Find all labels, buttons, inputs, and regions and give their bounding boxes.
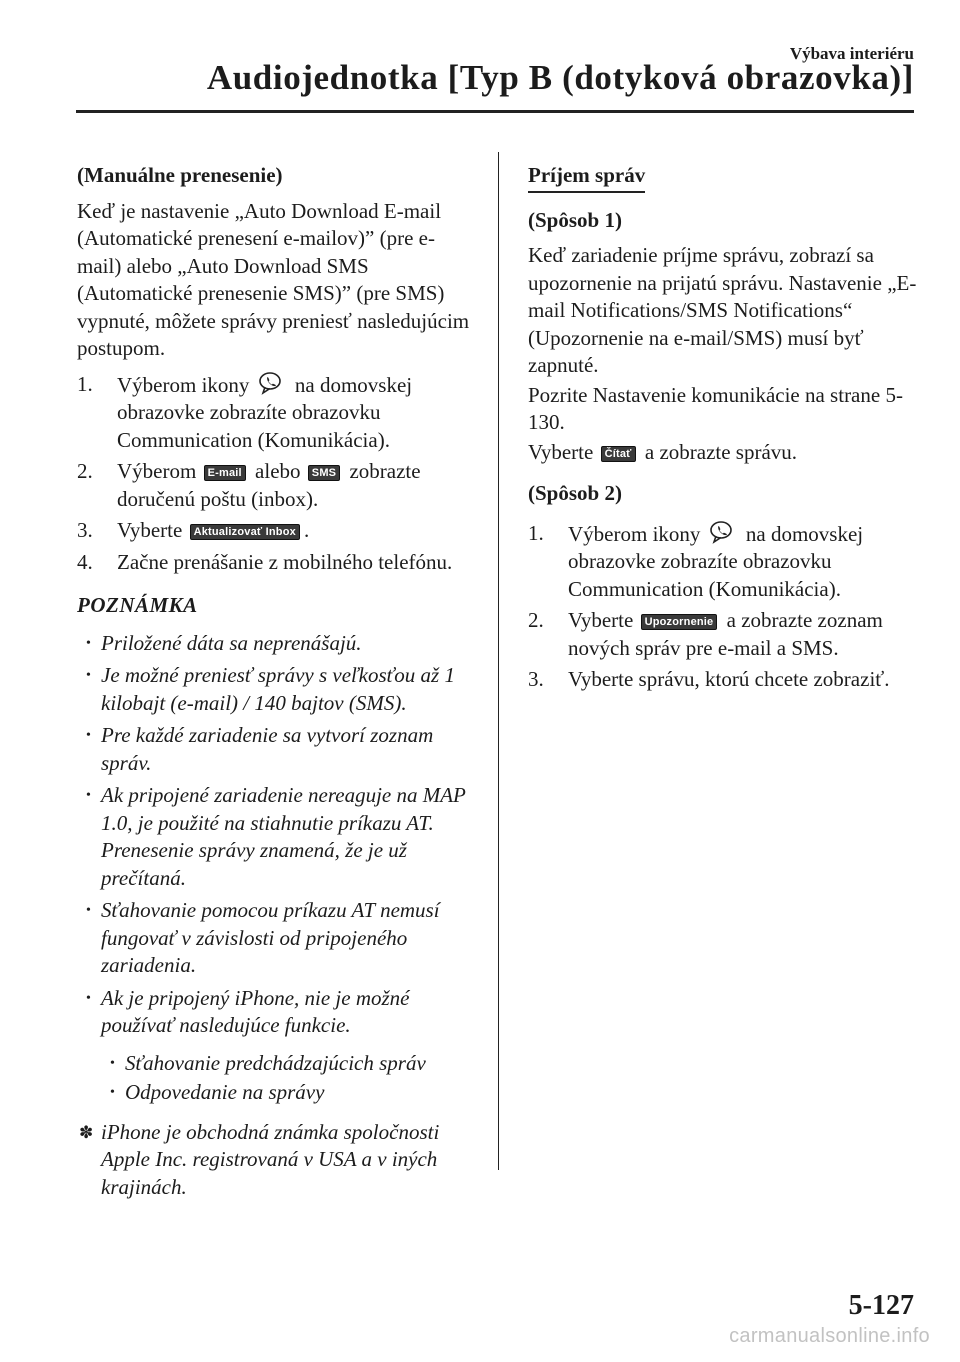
note-item: • Pre každé zariadenie sa vytvorí zoznam správ. [77, 722, 477, 777]
header-rule [76, 110, 914, 113]
step-number: 4. [77, 549, 93, 574]
right-column [528, 162, 918, 702]
method-2-heading: (Spôsob 2) [528, 481, 622, 505]
step-text: Vyberte správu, ktorú chcete zobraziť. [568, 667, 890, 691]
note-sub-item: • Sťahovanie predchádzajúcich správ [101, 1050, 477, 1078]
communication-icon [258, 371, 284, 395]
sms-button: SMS [308, 465, 340, 481]
email-button: E-mail [204, 465, 246, 481]
note-title: POZNÁMKA [77, 593, 198, 617]
manual-transfer-intro: Keď je nastavenie „Auto Download E-mail (Automatické prenesení e-mailov)” (pre e-mail) alebo „Auto Download SMS (Automatické prenesenie SMS)” (pre SMS) vypnuté, môžete správy preniesť nasledujúcim postupom. [77, 198, 470, 360]
note-sub-item: • Odpovedanie na správy [101, 1079, 477, 1107]
note-item: • Je možné preniesť správy s veľkosťou až 1 kilobajt (e-mail) / 140 bajtov (SMS). [77, 662, 477, 717]
section-label: Výbava interiéru [789, 44, 914, 63]
page-number: 5-127 [848, 1290, 914, 1321]
step-number: 3. [528, 667, 544, 691]
method-1-reference: Pozrite Nastavenie komunikácie na strane 5-130. [528, 382, 903, 434]
note-item: • Ak pripojené zariadenie nereaguje na MAP 1.0, je použité na stiahnutie príkazu AT. Prenesenie správy znamená, že je už prečítaná. [77, 782, 477, 892]
step-text: Výberom [117, 459, 197, 483]
select-text: a zobrazte správu. [644, 439, 798, 464]
step-item [528, 520, 918, 604]
method-1-heading: (Spôsob 1) [528, 207, 622, 232]
step-text: Vyberte [568, 608, 634, 632]
note-item: • Ak je pripojený iPhone, nie je možné používať nasledujúce funkcie. [77, 985, 477, 1040]
step-text: . [303, 518, 310, 542]
communication-icon [709, 520, 735, 544]
footnote-text: iPhone je obchodná známka spoločnosti Apple Inc. registrovaná v USA a v iných krajinách. [101, 1119, 440, 1199]
note-list [77, 630, 477, 1040]
select-text: Vyberte [528, 439, 594, 464]
step-text: Začne prenášanie z mobilného telefónu. [117, 549, 453, 574]
step-item [77, 458, 477, 513]
manual-transfer-heading: (Manuálne prenesenie) [77, 163, 283, 187]
step-item [528, 666, 918, 694]
receive-messages-title: Príjem správ [528, 162, 645, 193]
column-divider [498, 152, 499, 1170]
step-number: 2. [77, 459, 93, 483]
step-text: alebo [255, 459, 301, 483]
method-2-steps [528, 520, 918, 694]
step-number: 1. [528, 520, 544, 545]
step-number: 1. [77, 371, 93, 396]
footnote-mark: ✽ [79, 1122, 94, 1142]
watermark: carmanualsonline.info [729, 1325, 930, 1347]
left-column [77, 162, 477, 1201]
notification-button: Upozornenie [641, 614, 718, 630]
step-text: Vyberte [117, 518, 183, 542]
step-item [77, 517, 477, 545]
trademark-footnote [77, 1119, 477, 1202]
step-text: na domovskej obrazovke zobrazíte obrazovku Communication (Komunikácia). [117, 372, 413, 452]
step-item [77, 371, 477, 455]
read-button: Čítať [601, 446, 636, 462]
method-1-text: Keď zariadenie príjme správu, zobrazí sa upozornenie na prijatú správu. Nastavenie „E-mail Notifications/SMS Notifications“ (Upozornenie na e-mail/SMS) musí byť zapnuté. [528, 243, 917, 377]
step-number: 3. [77, 518, 93, 542]
step-text: na domovskej obrazovke zobrazíte obrazovku Communication (Komunikácia). [568, 521, 864, 601]
method-1-select [528, 439, 918, 467]
note-sub-list [77, 1050, 477, 1107]
manual-transfer-steps [77, 371, 477, 577]
step-text: Výberom ikony [568, 521, 701, 546]
step-item [77, 549, 477, 577]
step-number: 2. [528, 608, 544, 632]
step-text: Výberom ikony [117, 372, 250, 397]
note-item: • Sťahovanie pomocou príkazu AT nemusí fungovať v závislosti od pripojeného zariadenia. [77, 897, 477, 980]
note-item: • Priložené dáta sa neprenášajú. [77, 630, 477, 658]
step-text: zobrazte doručenú poštu (inbox). [117, 459, 421, 511]
step-item [528, 607, 918, 662]
step-text: a zobrazte zoznam nových správ pre e-mail a SMS. [568, 608, 883, 660]
page-title: Audiojednotka [Typ B (dotyková obrazovka)] [206, 58, 914, 97]
update-inbox-button: Aktualizovať Inbox [190, 524, 300, 540]
